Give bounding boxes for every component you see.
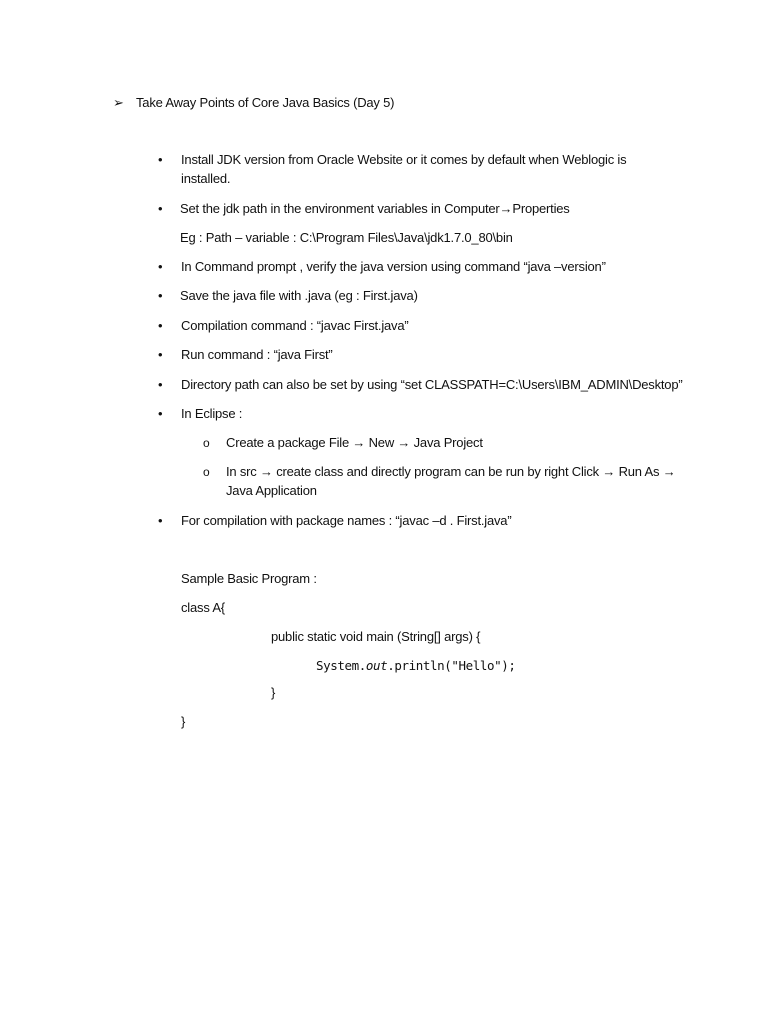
bullet-text: For compilation with package names : “javac –d . First.java” xyxy=(181,513,512,528)
bullet-icon: • xyxy=(158,377,163,392)
code-main-close: } xyxy=(271,685,276,700)
sample-program-title: Sample Basic Program : xyxy=(181,571,317,586)
bullet-text: In Command prompt , verify the java version using command “java –version” xyxy=(181,259,606,274)
sub-bullet-icon: o xyxy=(203,465,210,479)
bullet-icon: • xyxy=(158,513,163,528)
code-prefix: System. xyxy=(316,658,366,673)
bullet-text: Set the jdk path in the environment variables in Computer→Properties xyxy=(180,201,570,216)
bullet-text-continuation: installed. xyxy=(181,171,231,186)
code-class-open: class A{ xyxy=(181,600,225,615)
bullet-text: In Eclipse : xyxy=(181,406,243,421)
bullet-icon: • xyxy=(158,288,163,303)
sub-bullet-icon: o xyxy=(203,436,210,450)
bullet-icon: • xyxy=(158,347,163,362)
sub-bullet-text: Create a package File → New → Java Project xyxy=(226,435,483,450)
sub-bullet-text-continuation: Java Application xyxy=(226,483,317,498)
code-suffix: .println("Hello"); xyxy=(387,658,516,673)
code-italic-out: out xyxy=(365,658,388,673)
sub-bullet-text: In src → create class and directly program can be run by right Click → Run As → xyxy=(226,464,676,479)
path-example-text: Eg : Path – variable : C:\Program Files\Java\jdk1.7.0_80\bin xyxy=(180,230,513,245)
code-main-declaration: public static void main (String[] args) { xyxy=(271,629,481,644)
arrow-bullet-icon: ➢ xyxy=(113,95,124,110)
bullet-text: Directory path can also be set by using “set CLASSPATH=C:\Users\IBM_ADMIN\Desktop” xyxy=(181,377,683,392)
bullet-text: Compilation command : “javac First.java” xyxy=(181,318,409,333)
code-class-close: } xyxy=(181,714,186,729)
bullet-icon: • xyxy=(158,259,163,274)
bullet-text: Install JDK version from Oracle Website or it comes by default when Weblogic is xyxy=(181,152,627,167)
document-heading: Take Away Points of Core Java Basics (Day 5) xyxy=(136,95,395,110)
bullet-text: Save the java file with .java (eg : First.java) xyxy=(180,288,418,303)
code-println-statement xyxy=(316,656,516,675)
bullet-icon: • xyxy=(158,152,163,167)
bullet-icon: • xyxy=(158,318,163,333)
bullet-text: Run command : “java First” xyxy=(181,347,333,362)
bullet-icon: • xyxy=(158,201,163,216)
bullet-icon: • xyxy=(158,406,163,421)
